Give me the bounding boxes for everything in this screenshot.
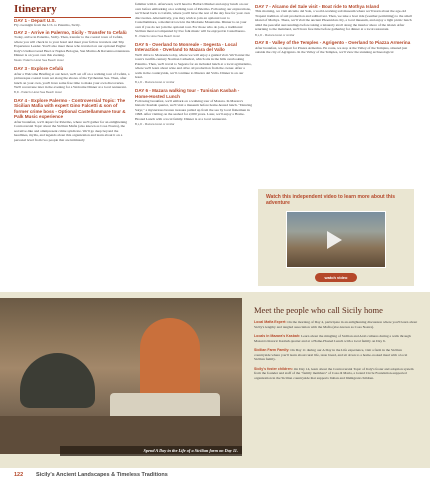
photo-caption: Spend A Day in the Life of a Sicilian farm on Day 11. — [60, 446, 242, 456]
day-block — [14, 18, 131, 28]
page-number: 122 — [14, 472, 24, 478]
day-title: DAY 7 - Alcamo del Sale visit - Boat ride to Mothya Island — [255, 4, 380, 9]
day-title: DAY 2 - Arrive in Palermo, Sicily - Transfer to Cefalù — [14, 29, 127, 35]
meet-item-text: Learn about the mingling of Sicilian and Arab cultures during a walk through Mazara's historic Kasbah quarter and at a Home-Hosted Lunch with a local family on Day 6. — [254, 334, 411, 343]
watch-video-button[interactable]: watch video — [315, 273, 357, 282]
page-footer — [0, 470, 430, 480]
meet-item — [254, 348, 418, 362]
video-title: Watch this independent video to learn more about this adventure — [266, 194, 395, 207]
meet-item-text: On Day 14, learn about the Controversial Topic of Italy's foster and adoption system from the founder and staff of the "family members" of Casa di Maria, a Grand Circle Foundation-supported organization in the Sicilian countryside that supports Italian and Immigrant children. — [254, 366, 414, 380]
farm-photo — [0, 298, 242, 454]
itinerary-column-3 — [255, 2, 416, 56]
day-meals: B,L,D - Mazara Hotel or similar — [135, 80, 175, 85]
meet-item-label: Locals in Mazara's Kasbah: — [254, 334, 301, 338]
photo-figure — [140, 318, 200, 403]
day-meals: B,L,D - Mazara Hotel or similar — [135, 122, 175, 126]
day-block — [255, 4, 416, 37]
play-icon[interactable] — [327, 231, 342, 249]
day-body: After breakfast, we depart for Piazza Armerina. En route, we stop at the Valley of the Temples, situated just outside the city of Agrigento. In the Valley of the Temples, we'll view the stunning archaeological — [255, 45, 408, 55]
video-promo — [258, 189, 414, 286]
meet-item-label: Sicilian Farm Family: — [254, 348, 290, 352]
day-body: After a Welcome Briefing at our hotel, we'll set off on a walking tour of Cefalù, a picturesque coastal town set along the shores of the Tyrrhenian Sea. Then, after lunch on your own, you'll have some free time to make your own discoveries. We'll reconvene later in the evening for a Welcome Dinner at a local restaurant. — [14, 71, 130, 90]
day-body: We'll drive to Monreale today, where we will enjoy a guided visit. We'll enter the town's twelfth-century Norman Cathedral, which sits in the hills overlooking Palermo. Then, we'll travel to Segesta for an included lunch at a local agriturismo, where we'll learn about wine and olive oil production from the owner. After a walk in the countryside, we'll continue to Mazara del Vallo. Dinner is on our hotel. — [135, 52, 252, 80]
photo-figure — [20, 353, 95, 408]
itinerary-column-1 — [14, 16, 131, 144]
day-title: DAY 3 - Explore Cefalù — [14, 66, 64, 72]
day-block — [14, 98, 131, 142]
page-title: Itinerary — [14, 3, 57, 15]
day-block — [135, 42, 252, 85]
meet-the-people — [254, 305, 418, 385]
day-title: DAY 4 - Explore Palermo - Controversial Topic: The Sicilian Mafia with expert Gino Falcetti & son of former crime boss - Optional Castellammare tour & Palk Music experience — [14, 98, 126, 120]
meet-item-label: Local Mafia Expert: — [254, 320, 287, 324]
meet-item — [254, 334, 418, 343]
day-block — [135, 88, 252, 127]
day-block — [14, 66, 131, 95]
itinerary-column-2 — [135, 2, 252, 130]
day-title: DAY 1 - Depart U.S. — [14, 18, 56, 23]
footer-title: Sicily's Ancient Landscapes & Timeless Traditions — [36, 472, 168, 478]
day-block — [14, 30, 131, 63]
day-title: DAY 6 - Mazara walking tour - Tunisian Kasbah - Home-Hosted Lunch — [135, 88, 240, 99]
day-body: Following breakfast, we'll embark on a walking tour of Mazara. In Mazara's historic Kasbah quarter, we'll visit a museum before home-hosted lunch. "Dancing Satyr," a mysterious bronze treasure pulled up from the sea by local fishermen in 1998. After visiting on the seabed for 2,000 years. Later, we'll enjoy a Home-Hosted Lunch with a local family. Dinner is at a local restaurant. — [135, 98, 252, 121]
meet-item-text: On Day 11 during our A Day in the Life experience, visit a farm in the Sicilian countryside where you'll learn about rural life, taste bread, and sit down to a home-cooked meal with a local Sicilian family. — [254, 348, 408, 361]
day-meals: Meals: Palazzo Hotel Sea Beach Hotel — [14, 58, 64, 63]
meet-item-text: On the morning of Day 4, participate in an enlightening discussion where you'll learn about Sicily's lengthy and tangled association with the Mafia (also known as Cosa Nostra). — [254, 320, 418, 329]
day-meals: B,L,D - Mazara Hotel or similar — [255, 32, 295, 37]
meet-item — [254, 367, 418, 381]
meet-title: Meet the people who call Sicily home — [254, 305, 383, 315]
day-meals: B,D - Palazzo Hotel Sea Beach Hotel — [14, 90, 62, 95]
day-body: Fly overnight from the U.S. to Palermo, Sicily. — [14, 23, 81, 28]
day-title: DAY 5 - Overland to Monreale - Segesta - Local Interaction - Overland to Mazara del Vallo — [135, 41, 237, 53]
day-title: DAY 8 - Valley of the Temples - Agrigento - Overland to Piazza Armerina — [255, 40, 411, 46]
day-body: This morning, we visit Alcamo del Sale, a world-working salt museum where we'll learn about the age-old Trapani tradition of salt production and saltharvest. Then, we take a boat ride (weather permitting) to the small island of Mothya. There, we'll visit the ancient Phoenician city, a local museum, and enjoy a light picnic lunch amid the peaceful surroundings before taking a leisurely stroll along the interior shore of the island. After returning to the mainland, we'll have free time before gathering for dinner at a local restaurant. — [255, 9, 412, 32]
day-block — [255, 40, 416, 54]
meet-item — [254, 320, 418, 329]
day-body: Today, arrive in Palermo, Sicily. Then, transfer to the coastal town of Cefalù, where you will check in to your hotel and meet your fellow travelers and Trip Experience Leader. You'll also meet those who traveled on our optional Puglia: Italy's Undiscovered Heel or Naples Bologna, San Marino & Ravenna extensions. Dinner is on your own this evening. — [14, 35, 131, 58]
video-thumbnail[interactable] — [286, 211, 386, 268]
meet-item-label: Sicily's foster children: — [254, 366, 293, 371]
day-meals: B - Palazzo Hotel Sea Beach Hotel — [135, 34, 180, 39]
day-body: After breakfast, we'll depart for Palermo, where we'll gather for an enlightening Controversial Topic about the Sicilian Mafia (also known as Cosa Nostra), the secretive-like and omnipresent crime syndicate. We'll go deep beyond the headlines, myths, and legends about this organization and learn about it on a personal level from two people that are intimately — [14, 119, 128, 142]
day-body-continued: familiar with it. Afterward, we'll head to Ballarò Market and enjoy lunch on our own before embarking on a walking tour of Palermo. Following our explorations, we'll head back to Cefalù, where you'll have the rest of the day free for your own discoveries. Alternatively, you may wish to join an optional tour to Castellammare, a medieval town in the Madonie Mountains. Dinner is on your own if you do not join the optional tour. For those who do join, a traditional Sicilian meal accompanied by live folk music will be enjoyed in Castelbuono. — [135, 2, 251, 33]
